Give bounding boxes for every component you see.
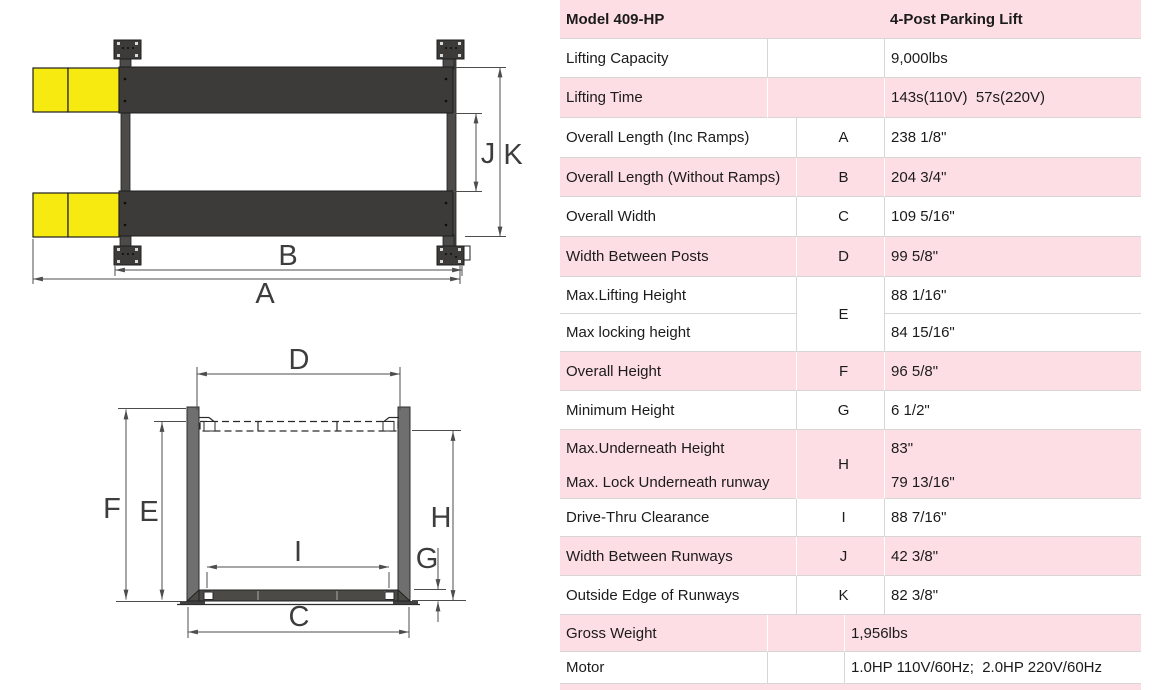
spec-label: Outside Edge of Runways xyxy=(560,576,796,615)
spec-label: Minimum Height xyxy=(560,391,796,430)
spec-letter: K xyxy=(796,576,884,615)
spec-label: Overall Length (Without Ramps) xyxy=(560,158,796,197)
table-row xyxy=(560,277,1141,314)
spec-label: Drive-Thru Clearance xyxy=(560,499,796,537)
table-row xyxy=(560,430,1141,466)
spec-letter: E xyxy=(796,277,884,352)
lift-diagram xyxy=(0,0,560,690)
post-top-right xyxy=(437,40,464,59)
spec-value: 1.0HP 110V/60Hz; 2.0HP 220V/60Hz xyxy=(844,652,1141,684)
dim-label-i: I xyxy=(293,536,303,568)
table-row xyxy=(560,499,1141,537)
front-view xyxy=(103,344,466,638)
table-row xyxy=(560,158,1141,197)
spec-letter xyxy=(767,39,884,78)
spec-value: 9,000lbs xyxy=(884,39,1141,78)
spec-label: Width Between Posts xyxy=(560,237,796,277)
spec-value: 99 5/8" xyxy=(884,237,1141,277)
header-product: 4-Post Parking Lift xyxy=(884,0,1141,39)
table-row xyxy=(560,652,1141,684)
ramp-bottom-outer xyxy=(33,193,68,237)
spec-letter: G xyxy=(796,391,884,430)
spec-value: 238 1/8" xyxy=(884,118,1141,158)
spec-label: Overall Length (Inc Ramps) xyxy=(560,118,796,158)
table-row xyxy=(560,352,1141,391)
post-bottom-right xyxy=(437,246,470,265)
runway-top xyxy=(119,67,453,113)
spec-value: 82 3/8" xyxy=(884,576,1141,615)
runway-bottom xyxy=(119,191,453,236)
ramp-top-outer xyxy=(33,68,68,112)
spec-value: 88 1/16" xyxy=(884,277,1141,314)
spec-value: 1,956lbs xyxy=(844,615,1141,652)
table-row xyxy=(560,537,1141,576)
spec-value: 42 3/8" xyxy=(884,537,1141,576)
dimension-G xyxy=(414,543,446,622)
table-row xyxy=(560,576,1141,615)
spec-value: 96 5/8" xyxy=(884,352,1141,391)
spec-letter xyxy=(767,78,884,118)
table-row xyxy=(560,615,1141,652)
dim-label-c: C xyxy=(288,601,310,633)
dim-label-f: F xyxy=(103,493,121,525)
spec-letter: D xyxy=(796,237,884,277)
dimension-B xyxy=(115,240,462,276)
lowered-runway xyxy=(187,590,410,601)
header-model: Model 409-HP xyxy=(560,0,884,39)
dim-label-d: D xyxy=(288,344,310,376)
spec-label: Motor xyxy=(560,652,767,684)
dimension-A xyxy=(33,239,460,310)
table-row xyxy=(560,118,1141,158)
spec-value: 109 5/16" xyxy=(884,197,1141,237)
dim-label-h: H xyxy=(430,502,452,534)
spec-label: Lifting Time xyxy=(560,78,767,118)
table-row xyxy=(560,39,1141,78)
spec-letter: F xyxy=(796,352,884,391)
dimension-H xyxy=(412,431,466,601)
spec-letter: H xyxy=(796,430,884,499)
spec-value: 84 15/16" xyxy=(884,314,1141,352)
spec-value: 6 1/2" xyxy=(884,391,1141,430)
top-view xyxy=(33,40,523,310)
front-post-left xyxy=(187,407,199,601)
spec-label: Overall Height xyxy=(560,352,796,391)
spec-value: 79 13/16" xyxy=(884,466,1141,499)
dim-label-k: K xyxy=(503,139,523,171)
spec-value: 204 3/4" xyxy=(884,158,1141,197)
spec-letter: J xyxy=(796,537,884,576)
spec-table xyxy=(560,0,1141,684)
dim-label-b: B xyxy=(278,240,298,272)
lock-right xyxy=(383,422,394,432)
dim-label-e: E xyxy=(139,496,159,528)
dimension-C xyxy=(188,601,409,638)
table-row xyxy=(560,197,1141,237)
spec-label: Max.Lifting Height xyxy=(560,277,796,314)
spec-label: Max.Underneath Height xyxy=(560,430,796,466)
dimension-D xyxy=(197,344,400,410)
post-bottom-left xyxy=(114,246,141,265)
spec-value: 88 7/16" xyxy=(884,499,1141,537)
lock-left xyxy=(204,422,215,432)
spec-table-panel xyxy=(560,0,1141,690)
dim-label-a: A xyxy=(255,278,275,310)
dim-label-g: G xyxy=(415,543,439,575)
front-post-right xyxy=(398,407,410,601)
spec-letter: C xyxy=(796,197,884,237)
spec-label: Max locking height xyxy=(560,314,796,352)
spec-letter xyxy=(767,615,844,652)
table-bottom-strip xyxy=(560,684,1141,690)
ramp-top-inner xyxy=(68,68,119,112)
spec-value: 83" xyxy=(884,430,1141,466)
spec-letter: A xyxy=(796,118,884,158)
spec-label: Max. Lock Underneath runway xyxy=(560,466,796,499)
table-row xyxy=(560,391,1141,430)
table-row xyxy=(560,237,1141,277)
post-top-left xyxy=(114,40,141,59)
raised-runway xyxy=(199,418,399,432)
dim-label-j: J xyxy=(480,138,496,170)
spec-value: 143s(110V) 57s(220V) xyxy=(884,78,1141,118)
spec-label: Gross Weight xyxy=(560,615,767,652)
spec-letter: B xyxy=(796,158,884,197)
table-row xyxy=(560,78,1141,118)
dimension-I xyxy=(207,536,389,588)
dimension-J xyxy=(453,114,495,192)
spec-label: Lifting Capacity xyxy=(560,39,767,78)
dimension-E xyxy=(139,422,186,600)
table-header-row xyxy=(560,0,1141,39)
spec-label: Width Between Runways xyxy=(560,537,796,576)
spec-label: Overall Width xyxy=(560,197,796,237)
spec-letter: I xyxy=(796,499,884,537)
ramp-bottom-inner xyxy=(68,193,119,237)
spec-letter xyxy=(767,652,844,684)
